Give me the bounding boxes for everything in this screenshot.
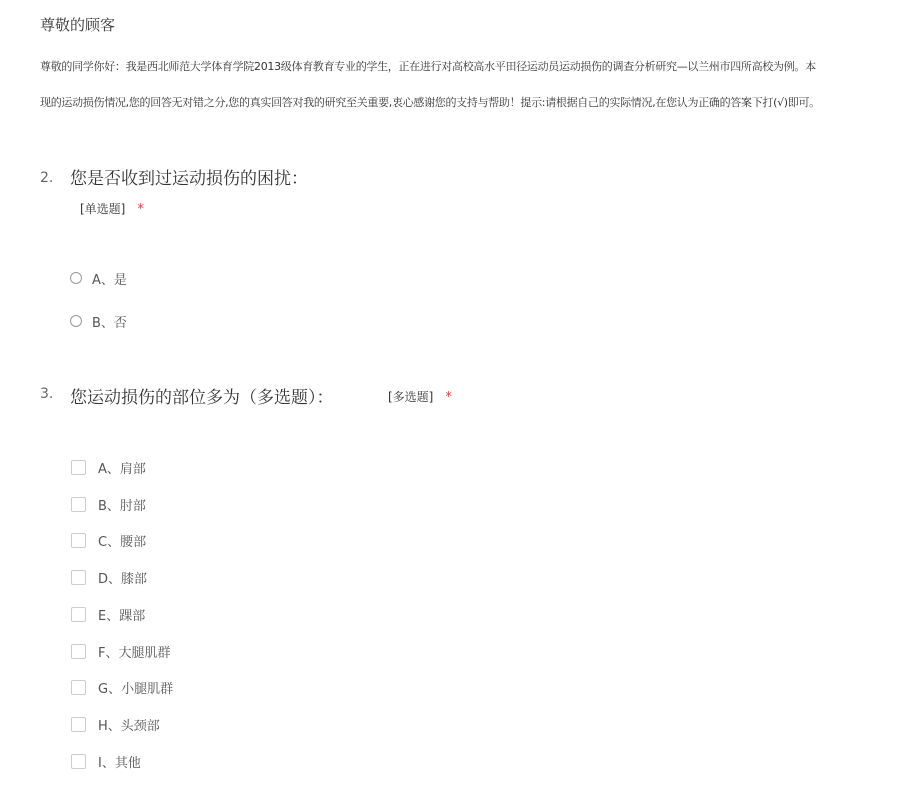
question-type: [多选题] [388,390,434,404]
question-type-label [388,388,452,405]
checkbox[interactable] [71,680,86,695]
checkbox-option-i[interactable] [71,751,141,771]
checkbox[interactable] [71,570,86,585]
intro-text-line-2: 现的运动损伤情况,您的回答无对错之分,您的真实回答对我的研究至关重要,衷心感谢您的支持与帮助！提示:请根据自己的实际情况,在您认为正确的答案下打(√)即可。 [40,96,820,109]
question-number: 3. [40,386,54,402]
page-title: 尊敬的顾客 [40,16,116,34]
radio-option-a[interactable] [70,268,127,288]
checkbox-option-label: E、踝部 [98,608,146,624]
question-title: 您是否收到过运动损伤的困扰： [70,169,308,189]
checkbox[interactable] [71,717,86,732]
question-number: 2. [40,170,54,186]
checkbox-option-h[interactable] [71,714,160,734]
checkbox-option-d[interactable] [71,567,147,587]
required-star: * [445,390,452,405]
checkbox-option-label: A、肩部 [98,461,146,477]
checkbox-option-label: H、头颈部 [98,718,160,734]
checkbox-option-e[interactable] [71,604,145,624]
radio-button[interactable] [70,272,82,284]
checkbox[interactable] [71,754,86,769]
checkbox-option-f[interactable] [71,641,170,661]
question-type: [单选题] [80,202,126,216]
checkbox[interactable] [71,497,86,512]
checkbox-option-label: F、大腿肌群 [98,645,171,661]
checkbox-option-g[interactable] [71,677,173,697]
checkbox[interactable] [71,644,86,659]
checkbox-option-label: B、肘部 [98,498,146,514]
checkbox-option-label: C、腰部 [98,534,147,550]
intro-text-line-1: 尊敬的同学你好：我是西北师范大学体育学院2013级体育教育专业的学生，正在进行对高校高水平田径运动员运动损伤的调查分析研究—以兰州市四所高校为例。本 [40,60,816,73]
question-title: 您运动损伤的部位多为（多选题）： [70,388,334,408]
radio-button[interactable] [70,315,82,327]
checkbox[interactable] [71,607,86,622]
checkbox[interactable] [71,460,86,475]
checkbox-option-b[interactable] [71,494,146,514]
checkbox-option-label: D、膝部 [98,571,148,587]
radio-option-label: A、是 [92,272,127,288]
checkbox-option-label: I、其他 [98,755,141,771]
checkbox[interactable] [71,533,86,548]
checkbox-option-a[interactable] [71,457,146,477]
checkbox-option-label: G、小腿肌群 [98,681,174,697]
checkbox-option-c[interactable] [71,530,146,550]
radio-option-b[interactable] [70,311,127,331]
radio-option-label: B、否 [92,315,127,331]
question-type-label [80,200,144,217]
required-star: * [137,202,144,217]
